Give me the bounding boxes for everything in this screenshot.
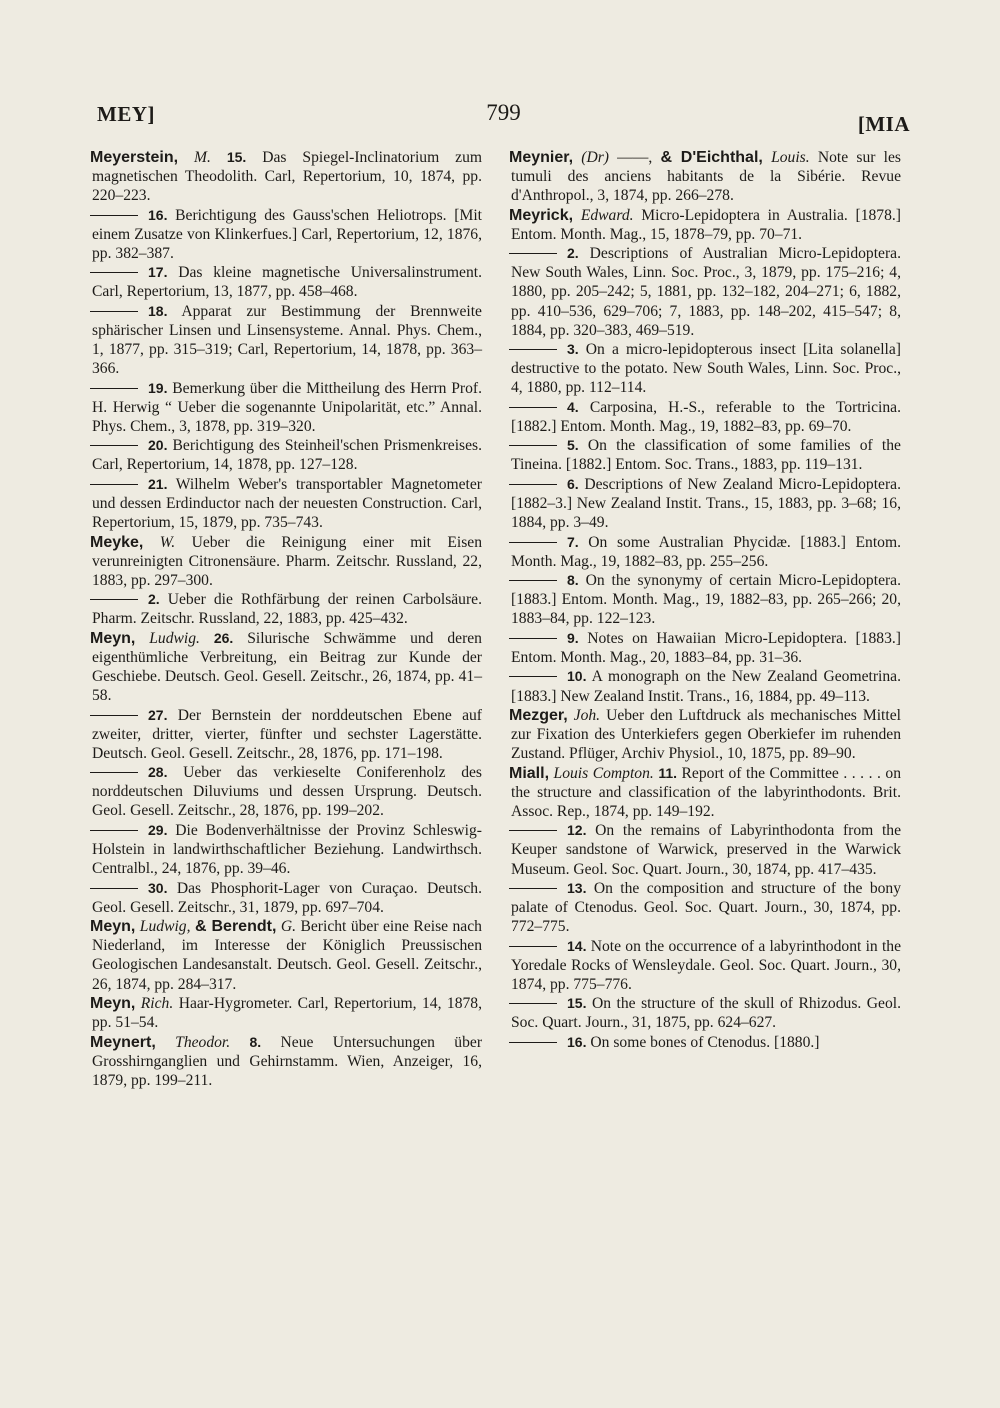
author-name: Meyerstein, [90,149,179,166]
entry-number: 8. [249,1033,262,1050]
right-column [511,148,901,1052]
author-given-name: Edward. [580,206,634,224]
entry-number: 28. [148,764,168,781]
author-name: Meynert, [90,1033,156,1051]
author-name: Meyrick, [509,206,574,224]
bibliography-entry [92,879,482,917]
co-author-name: & D'Eichthal, [660,149,763,166]
ditto-rule [90,830,138,831]
bibliography-entry [511,436,901,474]
entry-number: 30. [148,879,168,896]
bibliography-entry [511,1033,901,1052]
ditto-rule [90,888,138,889]
bibliography-entry [92,821,482,878]
ditto-rule [90,215,138,216]
entry-text: On the remains of Labyrinthodonta from the Keuper sandstone of Warwick, preserved in the Warwick Museum. Geol. Soc. Quart. Journ., 30, 1874, pp. 417–435. [511,822,901,878]
bibliography-entry [511,244,901,339]
entry-text: Neue Untersuchungen über Grosshirnganglien und Gehirnstamm. Wien, Anzeiger, 16, 1879, pp. 199–211. [92,1033,483,1089]
author-given-name: Theodor. [175,1033,231,1051]
bibliography-entry [92,706,482,763]
ditto-rule [509,1042,557,1043]
bibliography-entry [92,206,482,263]
bibliography-entry [511,206,901,244]
ditto-rule [90,715,138,716]
ditto-rule [509,542,557,543]
ditto-rule [509,484,557,485]
entry-text: Berichtigung des Steinheil'schen Prismenkreises. Carl, Repertorium, 14, 1878, pp. 127–128. [92,437,482,474]
left-column [92,148,482,1090]
bibliography-entry [92,379,482,436]
entry-text: On the composition and structure of the bony palate of Ctenodus. Geol. Soc. Quart. Journ., 30, 1874, pp. 772–775. [511,880,902,936]
entry-text: Note on the occurrence of a labyrinthodont in the Yoredale Rocks of Wensleydale. Geol. Soc. Quart. Journ., 30, 1874, pp. 775–776. [511,937,902,993]
entry-text: Wilhelm Weber's transportabler Magnetometer und dessen Erdinductor nach der neuesten Construction. Carl, Repertorium, 15, 1879, pp. 735–743. [92,475,482,532]
ditto-rule [509,445,557,446]
entry-text: Das Phosphorit-Lager von Curaçao. Deutsch. Geol. Gesell. Zeitschr., 31, 1879, pp. 697–704. [92,879,482,916]
author-name: Meyn, [90,994,136,1012]
entry-text: Der Bernstein der norddeutschen Ebene auf zweiter, dritter, vierter, fünfter und sechster Lagerstätte. Deutsch. Geol. Gesell. Zeitschr., 28, 1876, pp. 171–198. [92,706,482,762]
bibliography-entry [511,571,901,628]
ditto-rule [90,388,138,389]
entry-number: 20. [148,437,168,454]
bibliography-entry [92,302,482,378]
entry-number: 13. [567,880,587,897]
bibliography-entry [511,533,901,571]
author-name: Mezger, [509,707,568,725]
entry-text: On the classification of some families of the Tineina. [1882.] Entom. Soc. Trans., 1883, pp. 119–131. [511,437,901,474]
entry-number: 15. [567,995,587,1012]
author-given-name: Joh. [573,707,601,725]
author-name: Meyn, [90,629,136,647]
entry-text: Das kleine magnetische Universalinstrument. Carl, Repertorium, 13, 1877, pp. 458–468. [92,264,482,301]
co-author-given-name: Louis. [771,149,810,166]
bibliography-entry [92,994,482,1032]
running-header [97,100,910,140]
author-name: Meyn, [90,918,136,936]
header-right-catchword: [MIA [857,112,910,136]
entry-text: Ueber die Rothfärbung der reinen Carbolsäure. Pharm. Zeitschr. Russland, 22, 1883, pp. 425–432. [92,591,482,628]
bibliography-entry [92,763,482,820]
header-left-catchword: MEY] [97,102,155,126]
bibliography-entry [92,629,482,705]
entry-number: 7. [567,533,579,550]
entry-number: 10. [567,668,587,685]
entry-number: 9. [567,629,579,646]
author-name: Miall, [509,764,550,782]
bibliography-entry [92,917,482,993]
author-name: Meynier, [509,149,574,166]
entry-number: 16. [567,1033,587,1050]
entry-text: Bericht über eine Reise nach Niederland, im Interesse der Königlich Preussischen Geologischen Landesanstalt. Deutsch. Geol. Gesell. Zeitschr., 26, 1874, pp. 284–317. [92,918,482,993]
entry-text: Ueber die Reinigung einer mit Eisen verunreinigten Citronensäure. Pharm. Zeitschr. Russland, 22, 1883, pp. 297–300. [92,533,483,589]
co-author-name: & Berendt, [194,918,277,936]
bibliography-entry [511,475,901,532]
bibliography-entry [511,764,901,821]
bibliography-entry [92,533,482,590]
bibliography-entry [511,821,901,878]
ditto-rule [509,830,557,831]
entry-number: 12. [567,822,587,839]
entry-text: On the structure of the skull of Rhizodus. Geol. Soc. Quart. Journ., 31, 1875, pp. 624–627. [511,995,901,1032]
entry-text: Ueber den Luftdruck als mechanisches Mittel zur Fixation des Unterkiefers gegen Oberkiefer im ruhenden Zustand. Pflüger, Archiv Physiol., 10, 1875, pp. 89–90. [511,707,901,763]
entry-text: Report of the Committee . . . . . on the structure and classification of the labyrinthodonts. Brit. Assoc. Rep., 1874, pp. 149–192. [511,764,901,820]
entry-text: Note sur les tumuli des anciens habitants de la Sibérie. Revue d'Anthropol., 3, 1874, pp. 266–278. [511,149,901,205]
entry-text: Descriptions of New Zealand Micro-Lepidoptera. [1882–3.] New Zealand Instit. Trans., 15, 1883, pp. 3–68; 16, 1884, pp. 3–49. [511,475,901,532]
ditto-rule [509,253,557,254]
bibliography-entry [511,994,901,1032]
bibliography-entry [511,398,901,436]
ditto-rule [90,599,138,600]
entry-text: A monograph on the New Zealand Geometrina. [1883.] New Zealand Instit. Trans., 16, 1884, pp. 49–113. [511,668,902,705]
author-given-name: Louis Compton. [553,764,654,782]
ditto-rule [509,349,557,350]
ditto-rule [509,1003,557,1004]
bibliography-entry [92,475,482,532]
ditto-rule [509,676,557,677]
entry-text: Bemerkung über die Mittheilung des Herrn Prof. H. Herwig “ Ueber die sogenannte Unipolarität, etc.” Annal. Phys. Chem., 3, 1878, pp. 319–320. [92,379,482,435]
bibliography-entry [511,706,901,763]
entry-text: Descriptions of Australian Micro-Lepidoptera. New South Wales, Linn. Soc. Proc., 3, 1879, pp. 175–216; 4, 1880, pp. 205–242; 5, 1881, pp. 132–182, 204–271; 6, 1882, pp. 410–536, 629–706; 7, 1883, pp. 148–202, 415–547; 8, 1884, pp. 320–383, 469–519. [511,245,901,339]
bibliography-entry [92,263,482,301]
bibliography-entry [511,667,901,705]
ditto-rule [509,888,557,889]
entry-number: 3. [567,341,579,358]
entry-number: 21. [148,475,168,492]
entry-text: On some bones of Ctenodus. [1880.] [590,1033,820,1051]
entry-number: 15. [226,149,247,165]
ditto-rule [90,311,138,312]
entry-number: 16. [148,206,168,223]
bibliography-entry [511,340,901,397]
ditto-rule [90,484,138,485]
entry-number: 27. [148,706,168,723]
ditto-rule [509,580,557,581]
entry-text: Berichtigung des Gauss'schen Heliotrops. [Mit einem Zusatze von Klinkerfues.] Carl, Repertorium, 12, 1876, pp. 382–387. [92,206,482,262]
bibliography-entry [511,629,901,667]
bibliography-entry [92,590,482,628]
entry-text: On a micro-lepidopterous insect [Lita solanella] destructive to the potato. New South Wales, Linn. Soc. Proc., 4, 1880, pp. 112–114. [511,341,901,397]
entry-text: Die Bodenverhältnisse der Provinz Schleswig-Holstein in landwirthschaftlicher Beziehung. Landwirthsch. Centralbl., 24, 1876, pp. 39–46. [92,821,482,878]
entry-number: 19. [148,379,168,396]
ditto-rule [90,272,138,273]
entry-number: 14. [567,937,587,954]
entry-text: On some Australian Phycidæ. [1883.] Entom. Month. Mag., 19, 1882–83, pp. 255–256. [511,533,901,570]
author-given-name: Ludwig. [149,629,200,647]
entry-number: 29. [148,821,168,838]
bibliography-entry: Meynier, (Dr) ——, & D'Eichthal, Louis. Note sur les tumuli des anciens habitants de la Sibérie. Revue d'Anthropol., 3, 1874, pp. 266–278. [509,149,901,205]
ditto-rule [509,407,557,408]
bibliography-entry [511,937,901,994]
author-given-name: (Dr) [581,149,609,166]
entry-text: Carposina, H.-S., referable to the Tortricina. [1882.] Entom. Month. Mag., 19, 1882–83, pp. 69–70. [511,398,901,435]
author-name: Meyke, [90,533,144,551]
entry-number: 4. [567,398,579,415]
entry-number: 2. [148,591,160,608]
entry-text: Micro-Lepidoptera in Australia. [1878.] Entom. Month. Mag., 15, 1878–79, pp. 70–71. [511,206,901,243]
author-given-name: W. [159,533,176,551]
entry-text: Apparat zur Bestimmung der Brennweite sphärischer Linsen und Linsensysteme. Annal. Phys. Chem., 1, 1877, pp. 315–319; Carl, Repertorium, 14, 1878, pp. 363–366. [92,302,482,378]
ditto-rule [90,772,138,773]
bibliography-entry [92,436,482,474]
entry-number: 11. [658,764,678,781]
entry-text: On the synonymy of certain Micro-Lepidoptera. [1883.] Entom. Month. Mag., 19, 1882–83, pp. 265–266; 20, 1883–84, pp. 122–123. [511,572,901,628]
ditto-rule [509,638,557,639]
entry-text: Das Spiegel-Inclinatorium zum magnetischen Theodolith. Carl, Repertorium, 10, 1874, pp. 220–223. [92,149,483,205]
bibliography-entry [511,879,901,936]
bibliography-entry [92,1033,482,1090]
co-author-given-name: G. [280,918,297,936]
entry-number: 5. [567,437,579,454]
ditto-rule [90,445,138,446]
entry-number: 26. [213,629,234,646]
entry-text: Notes on Hawaiian Micro-Lepidoptera. [1883.] Entom. Month. Mag., 20, 1883–84, pp. 31–36. [511,629,901,666]
entry-number: 17. [148,264,168,281]
bibliography-entry [92,148,482,205]
author-given-name: Ludwig, [139,918,191,936]
page-number: 799 [486,100,521,125]
entry-number: 8. [567,572,579,589]
entry-number: 18. [148,302,168,319]
entry-text: Silurische Schwämme und deren eigenthümliche Verbreitung, ein Beitrag zur Kunde der Geschiebe. Deutsch. Geol. Gesell. Zeitschr., 26, 1874, pp. 41–58. [92,629,482,705]
entry-text: Haar-Hygrometer. Carl, Repertorium, 14, 1878, pp. 51–54. [92,994,483,1032]
author-given-name: Rich. [140,994,174,1012]
entry-number: 2. [567,245,579,262]
author-given-name: M. [193,149,211,166]
entry-number: 6. [567,475,579,492]
ditto-rule [509,946,557,947]
entry-text: Ueber das verkieselte Coniferenholz des norddeutschen Diluviums und dessen Ursprung. Deutsch. Geol. Gesell. Zeitschr., 28, 1876, pp. 199–202. [92,764,482,820]
